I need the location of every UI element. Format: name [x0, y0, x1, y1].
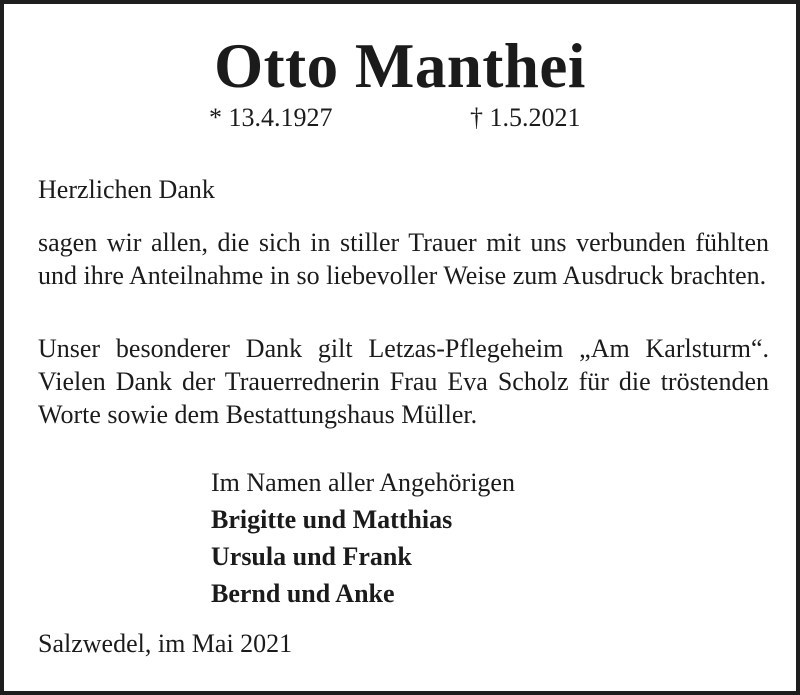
death-date: † 1.5.2021	[470, 103, 581, 132]
birth-date: * 13.4.1927	[209, 103, 333, 132]
family-member-line: Bernd und Anke	[211, 579, 395, 608]
greeting-heading: Herzlichen Dank	[38, 175, 215, 204]
family-names	[211, 501, 515, 612]
signoff-block	[211, 464, 515, 612]
family-member-line: Brigitte und Matthias	[211, 505, 453, 534]
family-member-line: Ursula und Frank	[211, 542, 412, 571]
signoff-intro: Im Namen aller Angehörigen	[211, 468, 515, 497]
special-thanks-paragraph: Unser besonderer Dank gilt Letzas-Pflegeheim „Am Karlsturm“. Vielen Dank der Trauerrednerin Frau Eva Scholz für die tröstenden Worte sowie dem Bestattungshaus Müller.	[38, 334, 769, 429]
place-and-date: Salzwedel, im Mai 2021	[38, 629, 293, 658]
deceased-name: Otto Manthei	[214, 31, 586, 101]
thanks-paragraph: sagen wir allen, die sich in stiller Trauer mit uns verbunden fühlten und ihre Anteilnahme in so liebevoller Weise zum Ausdruck brachten.	[38, 228, 769, 290]
